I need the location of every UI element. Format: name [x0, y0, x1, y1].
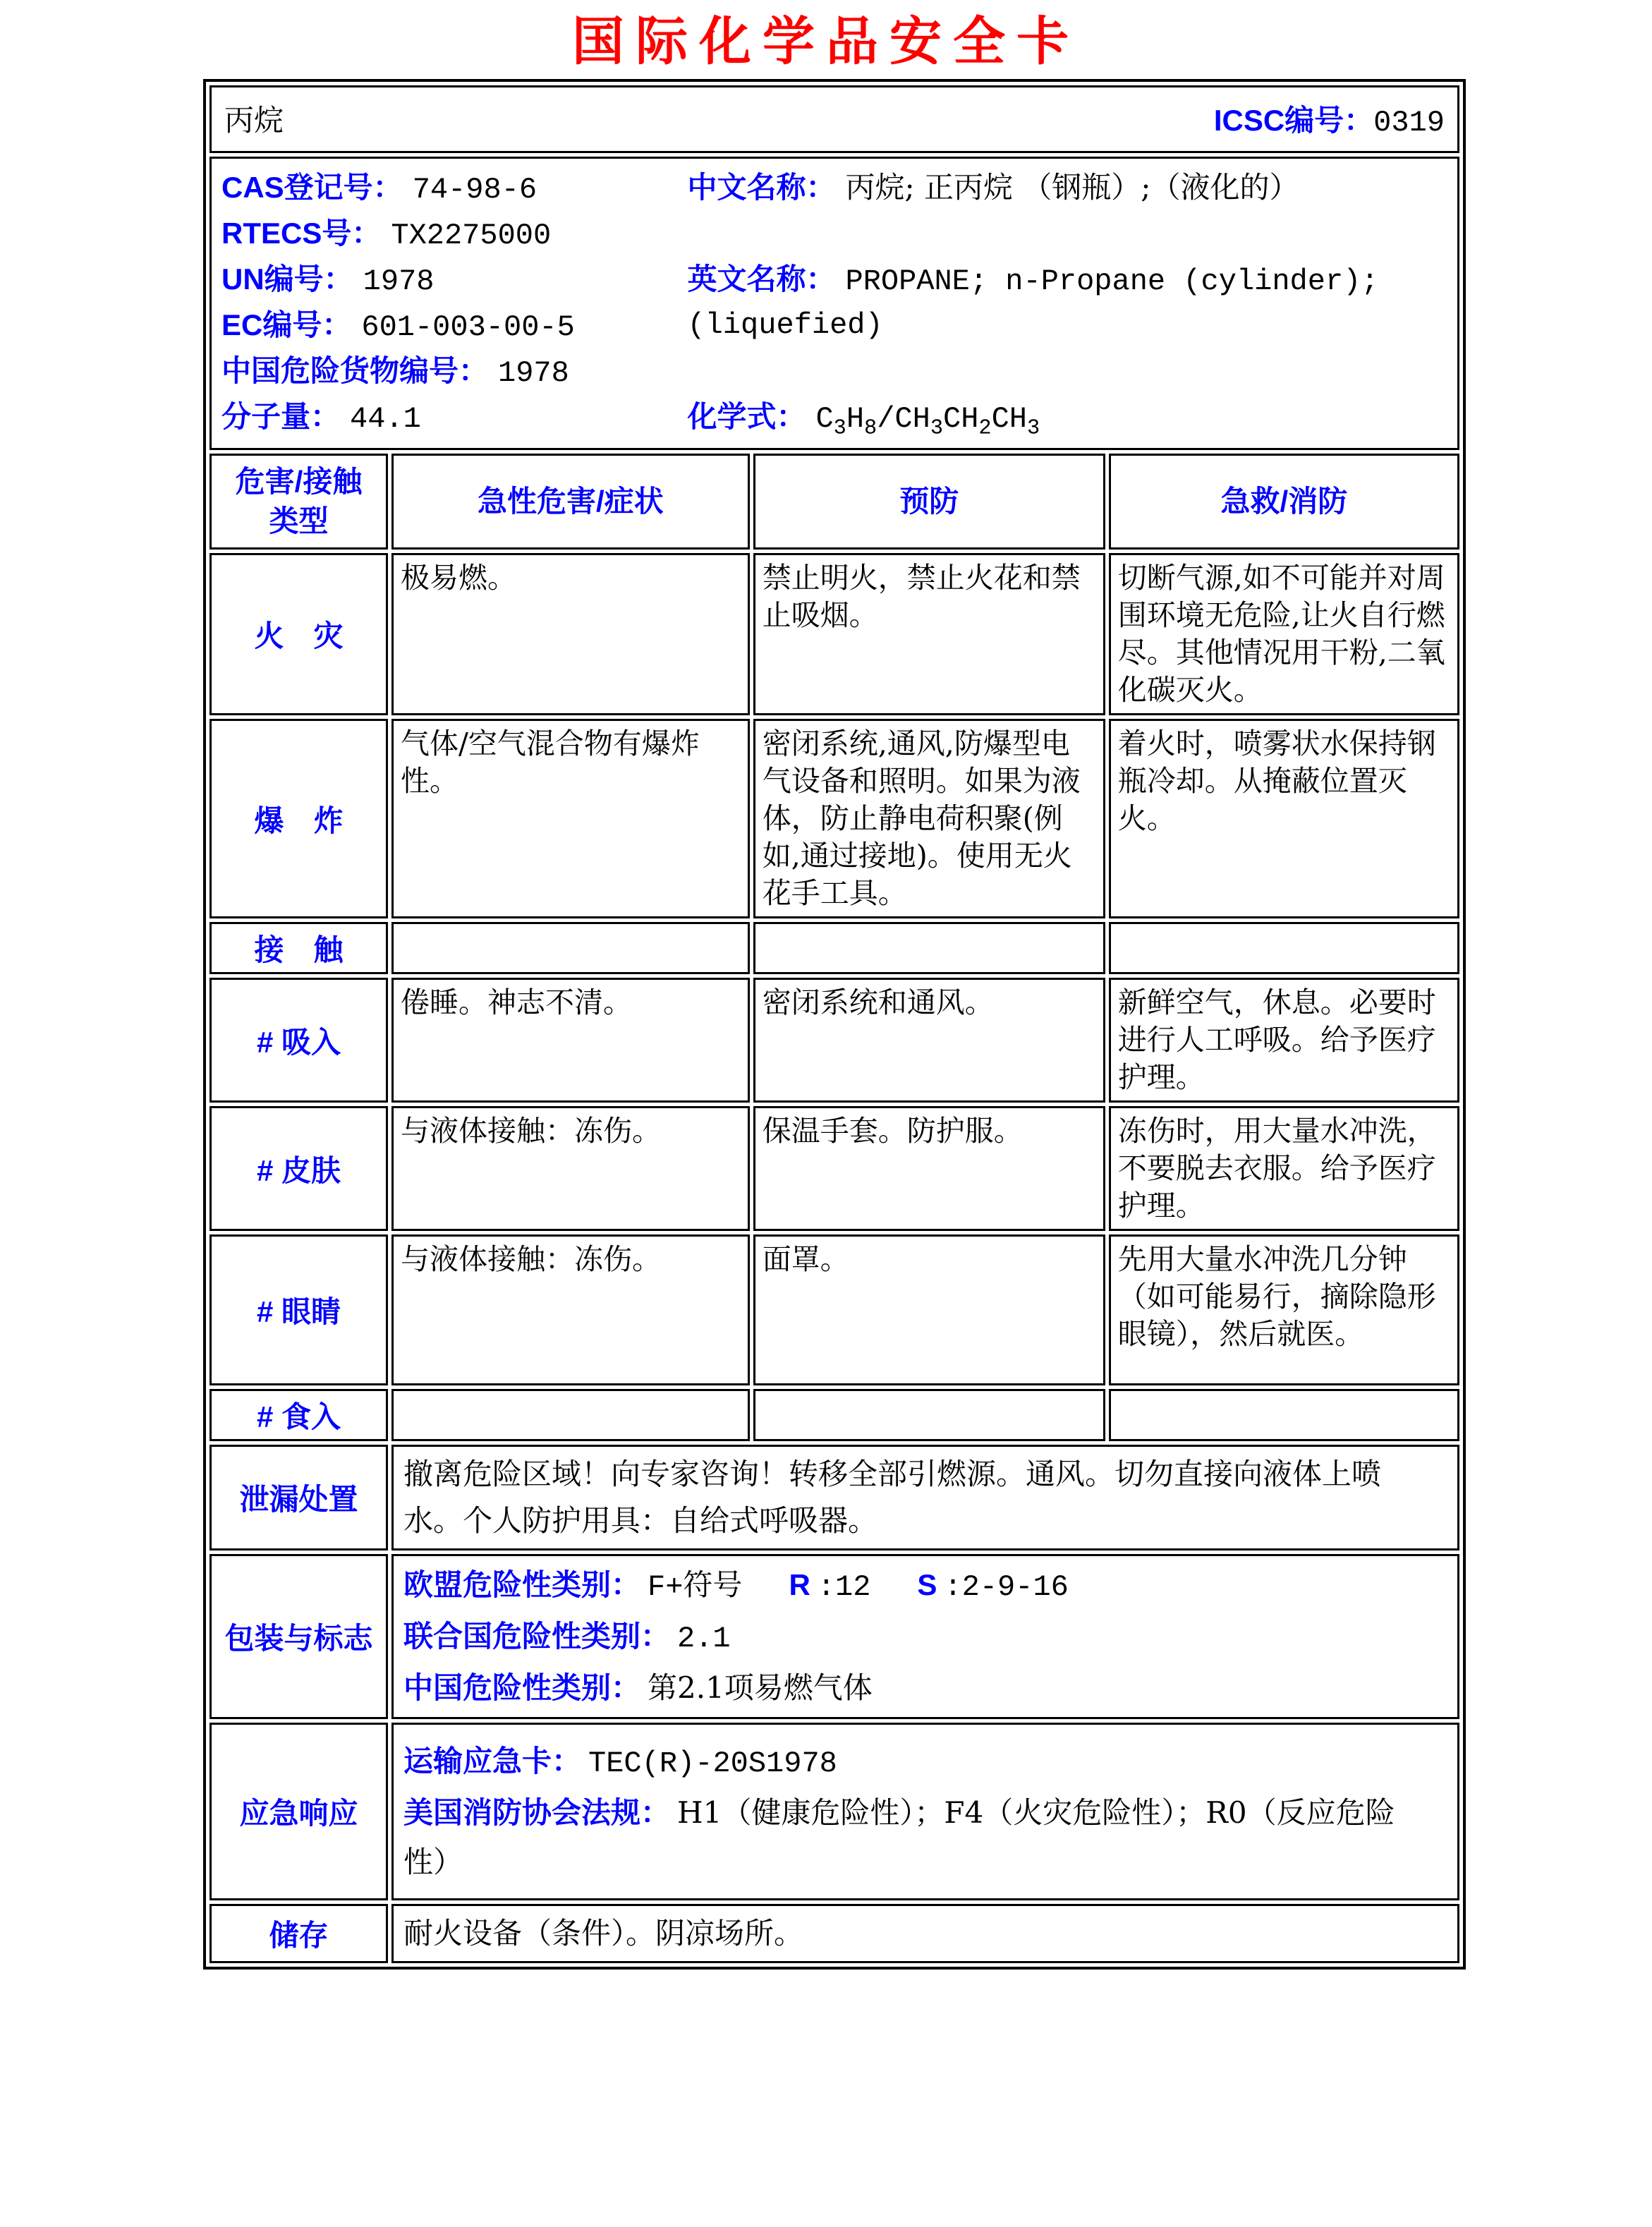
chemical-formula-label: 化学式： [687, 400, 806, 433]
rtecs-number-line [221, 212, 687, 257]
fire-prevention-cell: 禁止明火，禁止火花和禁止吸烟。 [753, 553, 1105, 715]
symptoms-header: 急性危害/症状 [391, 454, 750, 550]
transport-emergency-card-label: 运输应急卡： [403, 1744, 582, 1778]
hazard-row-explosion [209, 719, 1459, 918]
contact-row-label: 接 触 [209, 922, 388, 974]
s-phrases-label: S [917, 1568, 937, 1601]
rtecs-number-label: RTECS号： [221, 217, 382, 250]
nfpa-code-label: 美国消防协会法规： [403, 1795, 671, 1829]
spill-row-label: 泄漏处置 [209, 1445, 388, 1551]
un-number-value: 1978 [363, 265, 435, 298]
r-phrases-label: R [789, 1568, 810, 1601]
ingestion-symptoms-cell [391, 1389, 750, 1441]
hazard-row-eyes [209, 1234, 1459, 1385]
english-name-line1 [687, 257, 1447, 303]
molecular-weight-value: 44.1 [350, 402, 421, 436]
explosion-firstaid-cell: 着火时，喷雾状水保持钢瓶冷却。从掩蔽位置灭火。 [1109, 719, 1459, 918]
chinese-name-value: 丙烷; 正丙烷 （钢瓶）;（液化的） [845, 170, 1299, 205]
icsc-number-label: ICSC编号： [1213, 104, 1374, 137]
emergency-row-label: 应急响应 [209, 1723, 388, 1900]
nfpa-code-line [403, 1788, 1415, 1887]
icsc-card-table [203, 79, 1466, 1970]
ec-number-label: EC编号： [221, 308, 352, 341]
china-dangerous-goods-number-value: 1978 [498, 356, 569, 390]
card-header-row [209, 85, 1459, 153]
un-hazard-class-label: 联合国危险性类别： [403, 1620, 671, 1653]
hazard-header-row [209, 454, 1459, 550]
eyes-symptoms-cell: 与液体接触：冻伤。 [391, 1234, 750, 1385]
skin-prevention-cell: 保温手套。防护服。 [753, 1106, 1105, 1231]
transport-emergency-card-line [403, 1737, 1415, 1788]
icsc-number-group [1214, 97, 1445, 140]
eu-hazard-class-value: F+符号 [648, 1570, 743, 1604]
hazard-type-header: 危害/接触 类型 [209, 454, 388, 550]
chemical-formula-value: $C_3H_8/CH_3CH_2CH_3$ [815, 402, 1040, 441]
prevention-header: 预防 [753, 454, 1105, 550]
un-number-line [221, 257, 687, 303]
hazard-row-fire [209, 553, 1459, 715]
molecular-weight-label: 分子量： [221, 400, 341, 433]
ingestion-firstaid-cell [1109, 1389, 1459, 1441]
hazard-row-ingestion [209, 1389, 1459, 1441]
explosion-row-label: 爆 炸 [209, 719, 388, 918]
eyes-prevention-cell: 面罩。 [753, 1234, 1105, 1385]
emergency-row [209, 1723, 1459, 1900]
hazard-row-contact [209, 922, 1459, 974]
ec-number-value: 601-003-00-5 [361, 310, 575, 344]
cas-number-value: 74-98-6 [412, 173, 537, 207]
spill-content-cell: 撤离危险区域！向专家咨询！转移全部引燃源。通风。切勿直接向液体上喷水。个人防护用具：自给式呼吸器。 [391, 1445, 1459, 1551]
packaging-row-label: 包装与标志 [209, 1554, 388, 1719]
transport-emergency-card-value: TEC(R)-20S1978 [588, 1746, 837, 1780]
cas-number-label: CAS登记号： [221, 171, 403, 204]
eyes-row-label: # 眼睛 [209, 1234, 388, 1385]
china-hazard-class-line [403, 1663, 1415, 1713]
china-dangerous-goods-number-label: 中国危险货物编号： [221, 354, 489, 387]
chinese-name-label: 中文名称： [687, 171, 836, 204]
chemical-name: 丙烷 [224, 103, 284, 138]
cas-number-line [221, 166, 687, 212]
emergency-content-cell [391, 1723, 1459, 1900]
storage-content-cell: 耐火设备（条件）。阴凉场所。 [391, 1904, 1459, 1963]
contact-prevention-cell [753, 922, 1105, 974]
packaging-content-cell [391, 1554, 1459, 1719]
skin-symptoms-cell: 与液体接触：冻伤。 [391, 1106, 750, 1231]
inhalation-symptoms-cell: 倦睡。神志不清。 [391, 978, 750, 1103]
rtecs-number-value: TX2275000 [391, 219, 552, 253]
molecular-weight-line [221, 395, 687, 441]
identification-left-column [221, 166, 687, 441]
storage-row-label: 储存 [209, 1904, 388, 1963]
identification-cell [209, 157, 1459, 450]
china-hazard-class-label: 中国危险性类别： [403, 1671, 641, 1704]
explosion-prevention-cell: 密闭系统,通风,防爆型电气设备和照明。如果为液体，防止静电荷积聚(例如,通过接地)。使用无火花手工具。 [753, 719, 1105, 918]
firstaid-header: 急救/消防 [1109, 454, 1459, 550]
eyes-firstaid-cell: 先用大量水冲洗几分钟 （如可能易行，摘除隐形眼镜），然后就医。 [1109, 1234, 1459, 1385]
inhalation-firstaid-cell: 新鲜空气，休息。必要时进行人工呼吸。给予医疗护理。 [1109, 978, 1459, 1103]
un-number-label: UN编号： [221, 262, 353, 296]
un-hazard-class-value: 2.1 [677, 1622, 731, 1656]
hazard-row-inhalation [209, 978, 1459, 1103]
hazard-row-skin [209, 1106, 1459, 1231]
r-phrases-value: :12 [817, 1570, 871, 1604]
nfpa-code-value: H1（健康危险性）；F4（火灾危险性）；R0（反应危险性） [403, 1795, 1395, 1879]
spill-row [209, 1445, 1459, 1551]
fire-symptoms-cell: 极易燃。 [391, 553, 750, 715]
skin-row-label: # 皮肤 [209, 1106, 388, 1231]
card-header-cell [209, 85, 1459, 153]
identification-right-column [687, 166, 1447, 441]
chinese-name-line [687, 166, 1447, 210]
contact-firstaid-cell [1109, 922, 1459, 974]
english-name-label: 英文名称： [687, 262, 836, 296]
un-hazard-class-line [403, 1612, 1415, 1663]
english-name-block [687, 257, 1447, 347]
identification-row [209, 157, 1459, 450]
ingestion-prevention-cell [753, 1389, 1105, 1441]
china-hazard-class-value: 第2.1项易燃气体 [648, 1670, 873, 1705]
explosion-symptoms-cell: 气体/空气混合物有爆炸性。 [391, 719, 750, 918]
page-title: 国际化学品安全卡 [572, 11, 1080, 72]
s-phrases-value: :2-9-16 [944, 1570, 1069, 1604]
inhalation-prevention-cell: 密闭系统和通风。 [753, 978, 1105, 1103]
english-name-value: PROPANE; n-Propane (cylinder); [845, 265, 1379, 298]
eu-hazard-class-line [403, 1560, 1415, 1612]
fire-firstaid-cell: 切断气源,如不可能并对周围环境无危险,让火自行燃尽。其他情况用干粉,二氧化碳灭火。 [1109, 553, 1459, 715]
china-dangerous-goods-number-line [221, 349, 687, 395]
inhalation-row-label: # 吸入 [209, 978, 388, 1103]
storage-row [209, 1904, 1459, 1963]
english-name-line2: (liquefied) [687, 308, 883, 342]
chemical-formula-line [687, 395, 1447, 441]
fire-row-label: 火 灾 [209, 553, 388, 715]
icsc-number-value: 0319 [1373, 106, 1445, 140]
packaging-row [209, 1554, 1459, 1719]
eu-hazard-class-label: 欧盟危险性类别： [403, 1568, 641, 1601]
ingestion-row-label: # 食入 [209, 1389, 388, 1441]
ec-number-line [221, 303, 687, 349]
skin-firstaid-cell: 冻伤时，用大量水冲洗，不要脱去衣服。给予医疗护理。 [1109, 1106, 1459, 1231]
contact-symptoms-cell [391, 922, 750, 974]
